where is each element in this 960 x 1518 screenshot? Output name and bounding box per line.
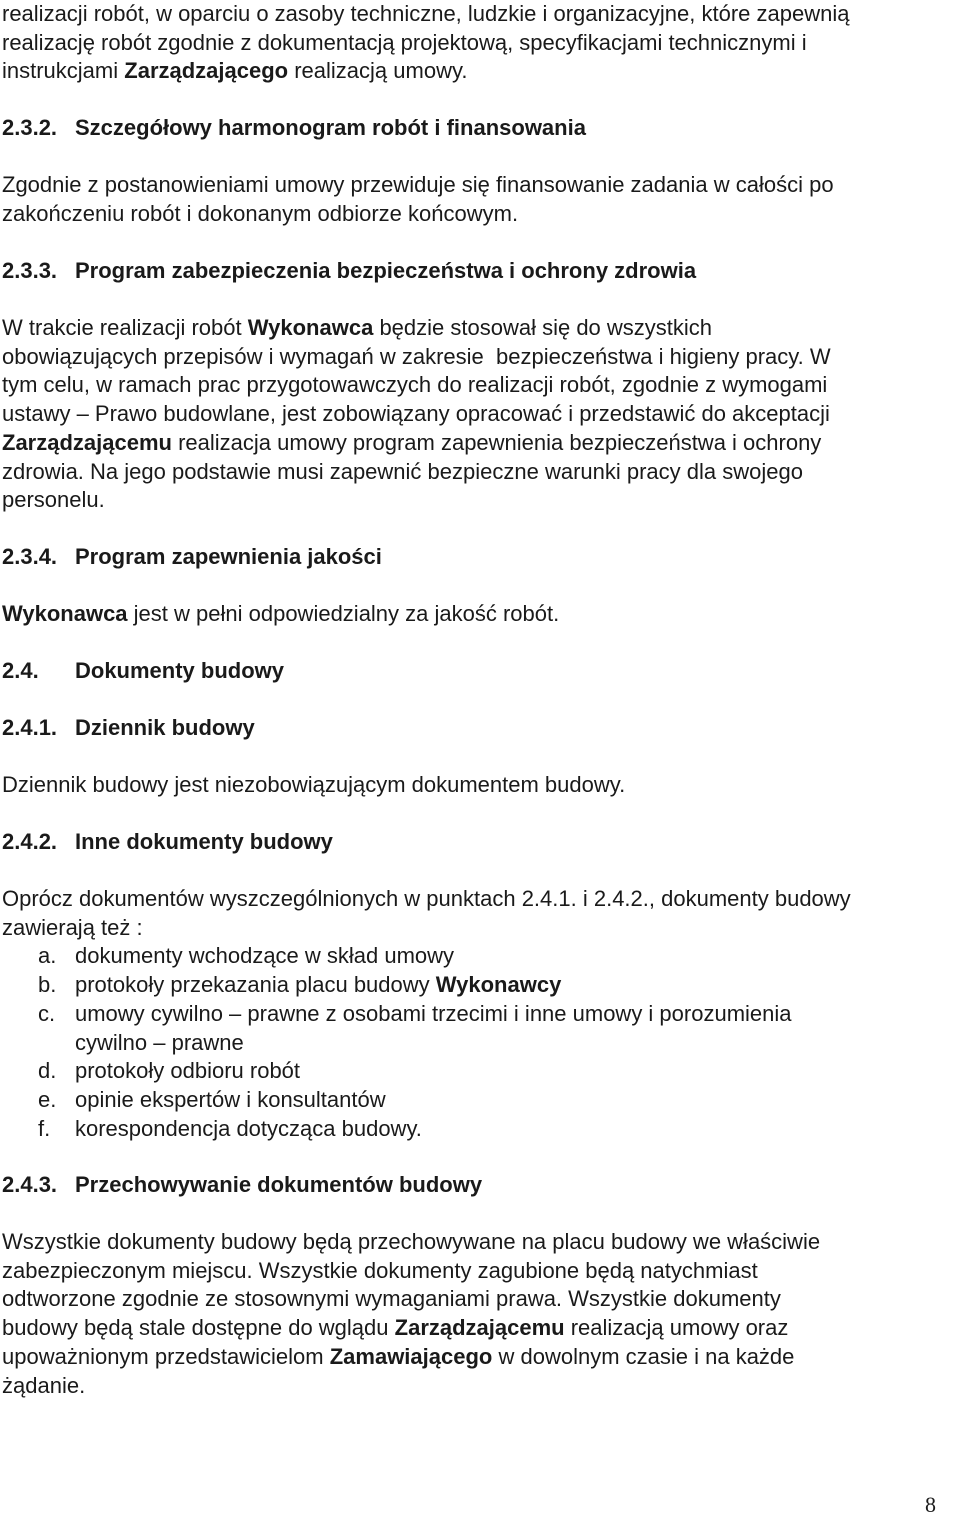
text-line	[2, 429, 950, 458]
section-heading-2-4	[2, 657, 950, 686]
section-number: 2.3.4.	[2, 544, 58, 569]
text-line: realizację robót zgodnie z dokumentacją projektową, specyfikacjami technicznymi i	[2, 29, 807, 55]
text-run: instrukcjami	[2, 58, 119, 84]
section-body-2-4-3	[2, 1228, 950, 1400]
section-title: Program zapewnienia jakości	[75, 544, 382, 569]
list-item-text: protokoły przekazania placu budowy	[75, 972, 430, 998]
bold-term: Wykonawcy	[435, 972, 562, 998]
text-line: Zgodnie z postanowieniami umowy przewiduje się finansowanie zadania w całości po	[2, 172, 834, 197]
section-title: Program zabezpieczenia bezpieczeństwa i ochrony zdrowia	[75, 258, 697, 283]
page-number: 8	[925, 1492, 936, 1517]
list-item-text: umowy cywilno – prawne z osobami trzecimi i inne umowy i porozumienia	[75, 1000, 792, 1026]
section-heading-2-3-2	[2, 114, 950, 143]
section-title: Dokumenty budowy	[75, 658, 285, 683]
text-line	[2, 1314, 950, 1343]
section-body-2-3-4	[2, 600, 950, 629]
text-line: zawierają też :	[2, 914, 143, 940]
text-run: realizacją umowy oraz	[570, 1315, 789, 1341]
section-title: Inne dokumenty budowy	[75, 829, 333, 854]
text-line: ustawy – Prawo budowlane, jest zobowiązany opracować i przedstawić do akceptacji	[2, 401, 830, 427]
bold-term: Wykonawca	[247, 315, 374, 340]
section-number: 2.4.2.	[2, 829, 58, 854]
list-item-text: dokumenty wchodzące w skład umowy	[75, 943, 455, 969]
section-number: 2.4.	[2, 658, 39, 683]
section-heading-2-4-2	[2, 828, 950, 857]
section-number: 2.4.3.	[2, 1172, 58, 1197]
list-marker: b.	[38, 972, 57, 998]
text-run: w dowolnym czasie i na każde	[498, 1343, 795, 1369]
section-number: 2.4.1.	[2, 715, 58, 740]
text-line	[2, 57, 950, 86]
bold-term: Zarządzającego	[124, 58, 289, 84]
text-run: realizacja umowy program zapewnienia bezpieczeństwa i ochrony	[178, 429, 822, 455]
text-line	[2, 1343, 950, 1372]
text-line: odtworzone zgodnie ze stosownymi wymaganiami prawa. Wszystkie dokumenty	[2, 1286, 781, 1312]
list-item	[2, 1000, 950, 1029]
text-run: realizacją umowy.	[294, 58, 468, 84]
bold-term: Wykonawca	[2, 601, 128, 626]
text-line	[2, 600, 950, 629]
list-item-text: korespondencja dotycząca budowy.	[75, 1115, 422, 1141]
text-line: Wszystkie dokumenty budowy będą przechowywane na placu budowy we właściwie	[2, 1229, 821, 1254]
text-line: obowiązujących przepisów i wymagań w zakresie bezpieczeństwa i higieny pracy. W	[2, 343, 831, 369]
text-line: personelu.	[2, 487, 105, 513]
bold-term: Zarządzającemu	[2, 429, 172, 455]
list-marker: d.	[38, 1058, 57, 1084]
bold-term: Zarządzającemu	[394, 1315, 565, 1341]
list-marker: a.	[38, 943, 57, 969]
text-run: będzie stosował się do wszystkich	[379, 315, 713, 340]
section-body-2-3-3	[2, 314, 950, 515]
list-item-text: cywilno – prawne	[75, 1029, 244, 1055]
text-line: Oprócz dokumentów wyszczególnionych w punktach 2.4.1. i 2.4.2., dokumenty budowy	[2, 886, 851, 911]
text-line: realizacji robót, w oparciu o zasoby techniczne, ludzkie i organizacyjne, które zapewnią	[2, 1, 850, 26]
text-line: zdrowia. Na jego podstawie musi zapewnić bezpieczne warunki pracy dla swojego	[2, 458, 803, 484]
section-number: 2.3.2.	[2, 115, 58, 140]
intro-paragraph	[2, 0, 950, 86]
section-heading-2-3-4	[2, 543, 950, 572]
section-title: Dziennik budowy	[75, 715, 255, 740]
text-line	[2, 314, 950, 343]
list-item-continuation	[2, 1029, 950, 1058]
text-line: Dziennik budowy jest niezobowiązującym dokumentem budowy.	[2, 772, 626, 797]
list-item-text: protokoły odbioru robót	[75, 1058, 301, 1084]
text-line: zabezpieczonym miejscu. Wszystkie dokumenty zagubione będą natychmiast	[2, 1257, 758, 1283]
text-line: żądanie.	[2, 1372, 86, 1398]
section-body-2-4-2	[2, 885, 950, 1143]
section-body-2-3-2	[2, 171, 950, 228]
section-heading-2-4-3	[2, 1171, 950, 1200]
text-run: W trakcie realizacji robót	[2, 315, 242, 340]
section-title: Szczegółowy harmonogram robót i finansowania	[75, 115, 586, 140]
list-item	[2, 942, 950, 971]
list-marker: c.	[38, 1000, 56, 1026]
text-run: upoważnionym przedstawicielom	[2, 1343, 324, 1369]
section-body-2-4-1	[2, 771, 950, 800]
text-line: zakończeniu robót i dokonanym odbiorze końcowym.	[2, 200, 519, 226]
bold-term: Zamawiającego	[329, 1343, 493, 1369]
section-heading-2-4-1	[2, 714, 950, 743]
list-item	[2, 1115, 950, 1144]
text-run: budowy będą stale dostępne do wglądu	[2, 1315, 389, 1341]
section-number: 2.3.3.	[2, 258, 58, 283]
list-item-text: opinie ekspertów i konsultantów	[75, 1086, 386, 1112]
text-line: tym celu, w ramach prac przygotowawczych do realizacji robót, zgodnie z wymogami	[2, 372, 828, 398]
section-title: Przechowywanie dokumentów budowy	[75, 1172, 483, 1197]
text-run: jest w pełni odpowiedzialny za jakość robót.	[133, 601, 560, 626]
list-item	[2, 1086, 950, 1115]
section-heading-2-3-3	[2, 257, 950, 286]
list-item	[2, 971, 950, 1000]
list-marker: e.	[38, 1086, 57, 1112]
list-item	[2, 1057, 950, 1086]
list-marker: f.	[38, 1115, 51, 1141]
